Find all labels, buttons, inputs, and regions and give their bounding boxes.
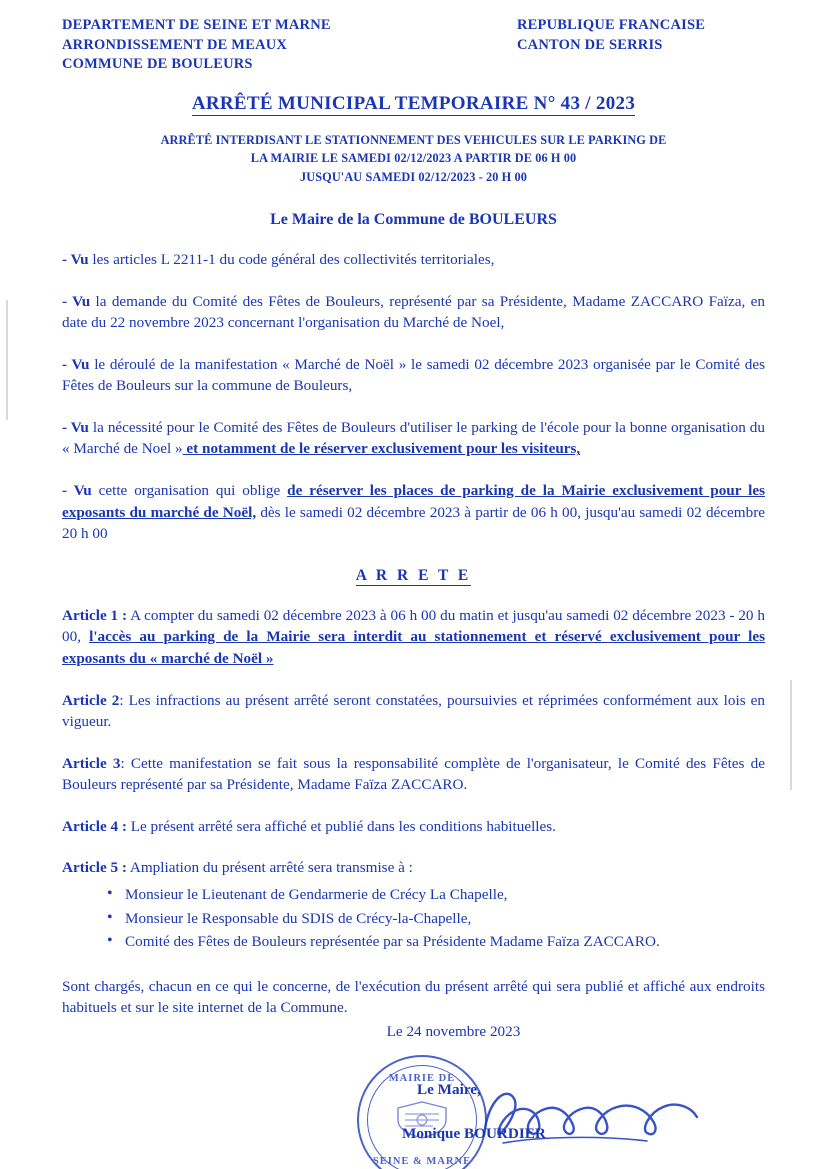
article-1 — [62, 605, 765, 670]
article-1-label: Article 1 : — [62, 606, 128, 624]
page-edge-artifact-right — [790, 680, 792, 790]
considerant-5 — [62, 480, 765, 545]
page-title — [62, 93, 765, 115]
considerant-5-emphasis: de réserver les places de parking de la Mairie exclusivement pour les exposants du marché de Noël, — [62, 482, 765, 521]
signature-label: Le Maire, — [417, 1080, 481, 1098]
considerant-2 — [62, 291, 765, 334]
considerant-3-keyword: - Vu — [62, 355, 90, 373]
ampliation-list — [62, 883, 765, 954]
letterhead-right-line-1: REPUBLIQUE FRANCAISE — [517, 17, 706, 33]
considerant-3 — [62, 354, 765, 397]
official-stamp — [357, 1055, 487, 1169]
article-2-text: : Les infractions au présent arrêté seront constatées, poursuivies et réprimées conformément aux lois en vigueur. — [62, 691, 766, 731]
arrete-heading — [62, 567, 765, 585]
considerant-3-text: le déroulé de la manifestation « Marché de Noël » le samedi 02 décembre 2023 organisée par le Comité des Fêtes de Bouleurs sur la commune de Bouleurs, — [62, 355, 765, 395]
article-1-emphasis: l'accès au parking de la Mairie sera interdit au stationnement et réservé exclusivement pour les exposants du « marché de Noël » — [62, 628, 765, 667]
considerant-1-keyword: - Vu — [62, 251, 89, 268]
article-4-label: Article 4 : — [62, 817, 127, 835]
article-3-text: : Cette manifestation se fait sous la responsabilité complète de l'organisateur, le Comité des Fêtes de Bouleurs représenté par sa Présidente, Madame Faïza ZACCARO. — [62, 754, 765, 794]
stamp-bottom-text: SEINE & MARNE — [372, 1155, 472, 1167]
article-3 — [62, 753, 765, 796]
article-2-label: Article 2 — [62, 691, 120, 709]
article-2 — [62, 690, 765, 733]
article-1-text-before: A compter du samedi 02 décembre 2023 à 06 h 00 du matin et jusqu'au samedi 02 décembre 2023 - 20 h 00, — [62, 606, 765, 646]
article-5 — [62, 857, 765, 879]
page-title-text: ARRÊTÉ MUNICIPAL TEMPORAIRE N° 43 / 2023 — [191, 92, 636, 114]
arrete-heading-text: A R R E T E — [355, 566, 472, 584]
considerant-4-keyword: - Vu — [62, 418, 89, 436]
signature-name: Monique BOURDIER — [402, 1124, 546, 1142]
considerant-1-text: les articles L 2211-1 du code général des collectivités territoriales, — [88, 251, 495, 268]
closing-paragraph: Sont chargés, chacun en ce qui le concerne, de l'exécution du présent arrêté qui sera publié et affiché aux endroits habituels et sur le site internet de la Commune. — [62, 977, 765, 1017]
article-5-text: Ampliation du présent arrêté sera transmise à : — [126, 859, 413, 877]
letterhead-right — [517, 16, 765, 75]
considerant-5-text-after: dès le samedi 02 décembre 2023 à partir de 06 h 00, jusqu'au samedi 02 décembre 20 h 00 — [62, 503, 765, 543]
article-4-text: Le présent arrêté sera affiché et publié dans les conditions habituelles. — [126, 817, 556, 835]
document-content — [62, 16, 765, 1169]
letterhead-left — [62, 16, 517, 75]
list-item: • Monsieur le Lieutenant de Gendarmerie de Crécy La Chapelle, — [107, 883, 765, 907]
considerant-5-text-before: cette organisation qui oblige — [91, 482, 288, 500]
letterhead-left-line-2: ARRONDISSEMENT DE MEAUX — [62, 36, 288, 53]
list-item: • Monsieur le Responsable du SDIS de Crécy-la-Chapelle, — [107, 907, 765, 931]
letterhead-right-line-2: CANTON DE SERRIS — [517, 36, 663, 53]
subtitle-line-3: JUSQU'AU SAMEDI 02/12/2023 - 20 H 00 — [299, 169, 527, 184]
letterhead-left-line-3: COMMUNE DE BOULEURS — [62, 56, 253, 73]
considerant-4 — [62, 417, 765, 460]
article-4 — [62, 816, 765, 838]
subtitle-line-2: LA MAIRIE LE SAMEDI 02/12/2023 A PARTIR DE 06 H 00 — [250, 151, 577, 166]
letterhead-left-line-1: DEPARTEMENT DE SEINE ET MARNE — [62, 17, 331, 33]
considerant-4-text: la nécessité pour le Comité des Fêtes de Bouleurs d'utiliser le parking de l'école pour la bonne organisation du « Marché de Noel » — [62, 418, 765, 458]
article-3-label: Article 3 — [62, 754, 121, 772]
letterhead — [62, 16, 765, 75]
signature-block — [62, 1063, 765, 1169]
list-item: • Comité des Fêtes de Bouleurs représentée par sa Présidente Madame Faïza ZACCARO. — [107, 930, 765, 954]
considerant-2-keyword: - Vu — [62, 292, 91, 310]
considerant-4-emphasis: et notamment de le réserver exclusivement pour les visiteurs, — [182, 440, 581, 458]
stamp-top-text: MAIRIE DE — [388, 1072, 456, 1084]
subtitle-line-1: ARRÊTÉ INTERDISANT LE STATIONNEMENT DES VEHICULES SUR LE PARKING DE — [160, 132, 667, 147]
document-subtitle — [62, 131, 765, 186]
considerant-2-text: la demande du Comité des Fêtes de Bouleurs, représenté par sa Présidente, Madame ZACCARO Faïza, en date du 22 novembre 2023 concernant l'organisation du Marché de Noel, — [62, 292, 765, 332]
considerant-1 — [62, 249, 765, 271]
considerant-5-keyword: - Vu — [62, 482, 92, 500]
article-5-label: Article 5 : — [62, 859, 127, 877]
handwritten-signature — [477, 1071, 707, 1161]
date-line: Le 24 novembre 2023 — [386, 1022, 521, 1040]
page-edge-artifact-left — [6, 300, 8, 420]
mayor-heading: Le Maire de la Commune de BOULEURS — [270, 211, 557, 228]
